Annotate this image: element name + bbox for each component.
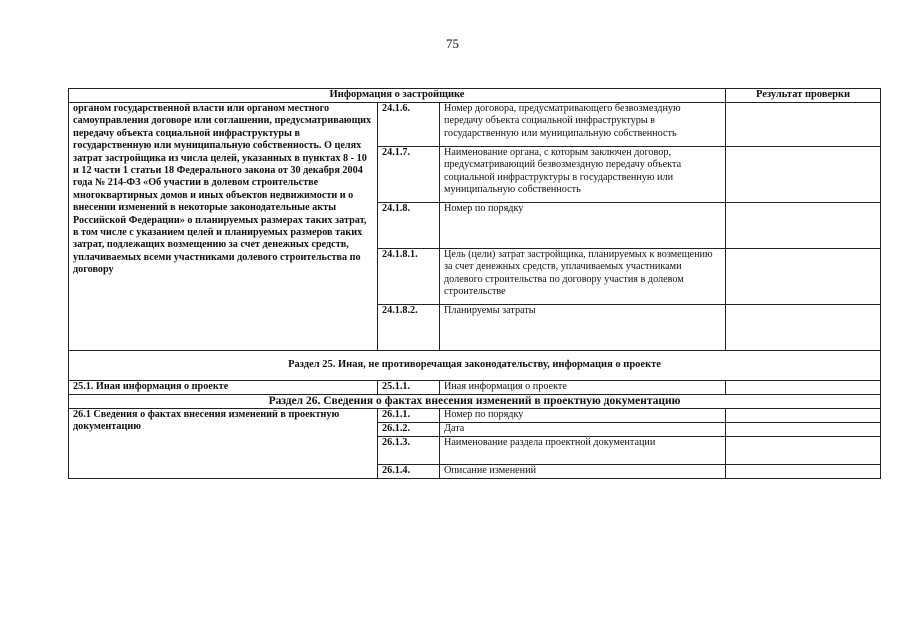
result-cell[interactable]	[726, 103, 881, 147]
section26-title: Раздел 26. Сведения о фактах внесения изменений в проектную документацию	[69, 395, 881, 409]
table-header-row	[69, 89, 881, 103]
item-text: Номер по порядку	[440, 409, 726, 423]
header-result-title: Результат проверки	[726, 89, 881, 103]
result-cell[interactable]	[726, 381, 881, 395]
item-text: Описание изменений	[440, 465, 726, 479]
result-cell[interactable]	[726, 423, 881, 437]
result-cell[interactable]	[726, 147, 881, 203]
page-number: 75	[446, 36, 459, 51]
item-text: Дата	[440, 423, 726, 437]
section-title-row	[69, 351, 881, 381]
result-cell[interactable]	[726, 203, 881, 249]
item-code: 24.1.7.	[378, 147, 440, 203]
item-code: 25.1.1.	[378, 381, 440, 395]
item-code: 26.1.1.	[378, 409, 440, 423]
section24-description: органом государственной власти или органом местного самоуправления договоре или соглашении, предусматривающих передачу объекта социальной инфраструктуры в государственную или муниципальную собственность. О целях затрат застройщика из числа целей, указанных в пунктах 8 - 10 и 12 части 1 статьи 18 Федерального закона от 30 декабря 2004 года № 214-ФЗ «Об участии в долевом строительстве многоквартирных домов и иных объектов недвижимости и о внесении изменений в некоторые законодательные акты Российской Федерации» о планируемых размерах таких затрат, в том числе с указанием целей и планируемых размеров таких затрат, подлежащих возмещению за счет денежных средств, уплачиваемых всеми участниками долевого строительства по договору	[69, 103, 378, 351]
section25-description: 25.1. Иная информация о проекте	[69, 381, 378, 395]
result-cell[interactable]	[726, 305, 881, 351]
result-cell[interactable]	[726, 437, 881, 465]
item-code: 26.1.4.	[378, 465, 440, 479]
result-cell[interactable]	[726, 465, 881, 479]
header-info-title: Информация о застройщике	[69, 89, 726, 103]
item-code: 24.1.8.1.	[378, 249, 440, 305]
item-code: 26.1.3.	[378, 437, 440, 465]
item-code: 24.1.8.2.	[378, 305, 440, 351]
developer-info-table	[68, 88, 881, 479]
result-cell[interactable]	[726, 249, 881, 305]
table-row	[69, 103, 881, 147]
item-code: 24.1.8.	[378, 203, 440, 249]
table-row	[69, 381, 881, 395]
item-text: Наименование органа, с которым заключен договор, предусматривающий безвозмездную передачу объекта социальной инфраструктуры в государственную или муниципальную собственность	[440, 147, 726, 203]
result-cell[interactable]	[726, 409, 881, 423]
item-text: Планируемы затраты	[440, 305, 726, 351]
item-text: Номер договора, предусматривающего безвозмездную передачу объекта социальной инфраструктуры в государственную или муниципальную собственность	[440, 103, 726, 147]
section26-description: 26.1 Сведения о фактах внесения изменений в проектную документацию	[69, 409, 378, 479]
item-text: Иная информация о проекте	[440, 381, 726, 395]
item-text: Цель (цели) затрат застройщика, планируемых к возмещению за счет денежных средств, уплачиваемых участниками долевого строительства по договору участия в долевом строительстве	[440, 249, 726, 305]
item-code: 26.1.2.	[378, 423, 440, 437]
item-text: Номер по порядку	[440, 203, 726, 249]
section25-title: Раздел 25. Иная, не противоречащая законодательству, информация о проекте	[69, 351, 881, 381]
item-text: Наименование раздела проектной документации	[440, 437, 726, 465]
item-code: 24.1.6.	[378, 103, 440, 147]
section-title-row	[69, 395, 881, 409]
table-row	[69, 409, 881, 423]
